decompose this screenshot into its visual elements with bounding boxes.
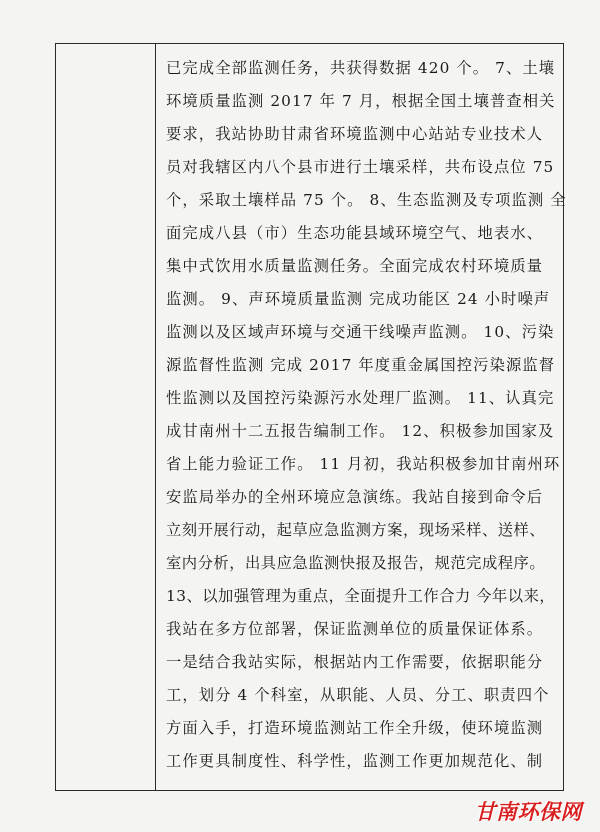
text-line-8: 监测。 9、声环境质量监测 完成功能区 24 小时噪声 [166,290,551,308]
label-cell [56,44,154,790]
text-line-11: 性监测以及国控污染源污水处理厂监测。 11、认真完 [166,389,555,407]
text-line-3: 要求，我站协助甘肃省环境监测中心站站专业技术人 [166,125,544,143]
text-line-19: 一是结合我站实际，根据站内工作需要，依据职能分 [166,653,544,671]
text-line-17: 13、以加强管理为重点，全面提升工作合力 今年以来， [166,587,556,605]
text-line-12: 成甘南州十二五报告编制工作。 12、积极参加国家及 [166,422,555,440]
text-line-1: 已完成全部监测任务，共获得数据 420 个。 7、土壤 [166,59,556,77]
text-line-7: 集中式饮用水质量监测任务。全面完成农村环境质量 [166,257,544,275]
text-line-10: 源监督性监测 完成 2017 年度重金属国控污染源监督 [166,356,556,374]
text-line-9: 监测以及区域声环境与交通干线噪声监测。 10、污染 [166,323,555,341]
text-line-6: 面完成八县（市）生态功能县域环境空气、地表水、 [166,224,544,242]
content-cell [166,58,567,778]
text-line-18: 我站在多方位部署，保证监测单位的质量保证体系。 [166,620,544,638]
column-divider [155,43,156,791]
text-line-15: 立刻开展行动，起草应急监测方案，现场采样、送样、 [166,521,546,539]
site-watermark: 甘南环保网 [474,800,582,824]
text-line-13: 省上能力验证工作。 11 月初，我站积极参加甘南州环 [166,455,561,473]
text-line-2: 环境质量监测 2017 年 7 月，根据全国土壤普查相关 [166,92,556,110]
text-line-4: 员对我辖区内八个县市进行土壤采样，共布设点位 75 [166,158,555,176]
text-line-20: 工，划分 4 个科室，从职能、人员、分工、职责四个 [166,686,550,704]
text-line-21: 方面入手，打造环境监测站工作全升级，使环境监测 [166,719,544,737]
text-line-5: 个，采取土壤样品 75 个。 8、生态监测及专项监测 全 [166,191,567,209]
text-line-16: 室内分析，出具应急监测快报及报告，规范完成程序。 [166,554,546,572]
text-line-22: 工作更具制度性、科学性，监测工作更加规范化、制 [166,752,544,770]
text-line-14: 安监局举办的全州环境应急演练。我站自接到命令后 [166,488,544,506]
